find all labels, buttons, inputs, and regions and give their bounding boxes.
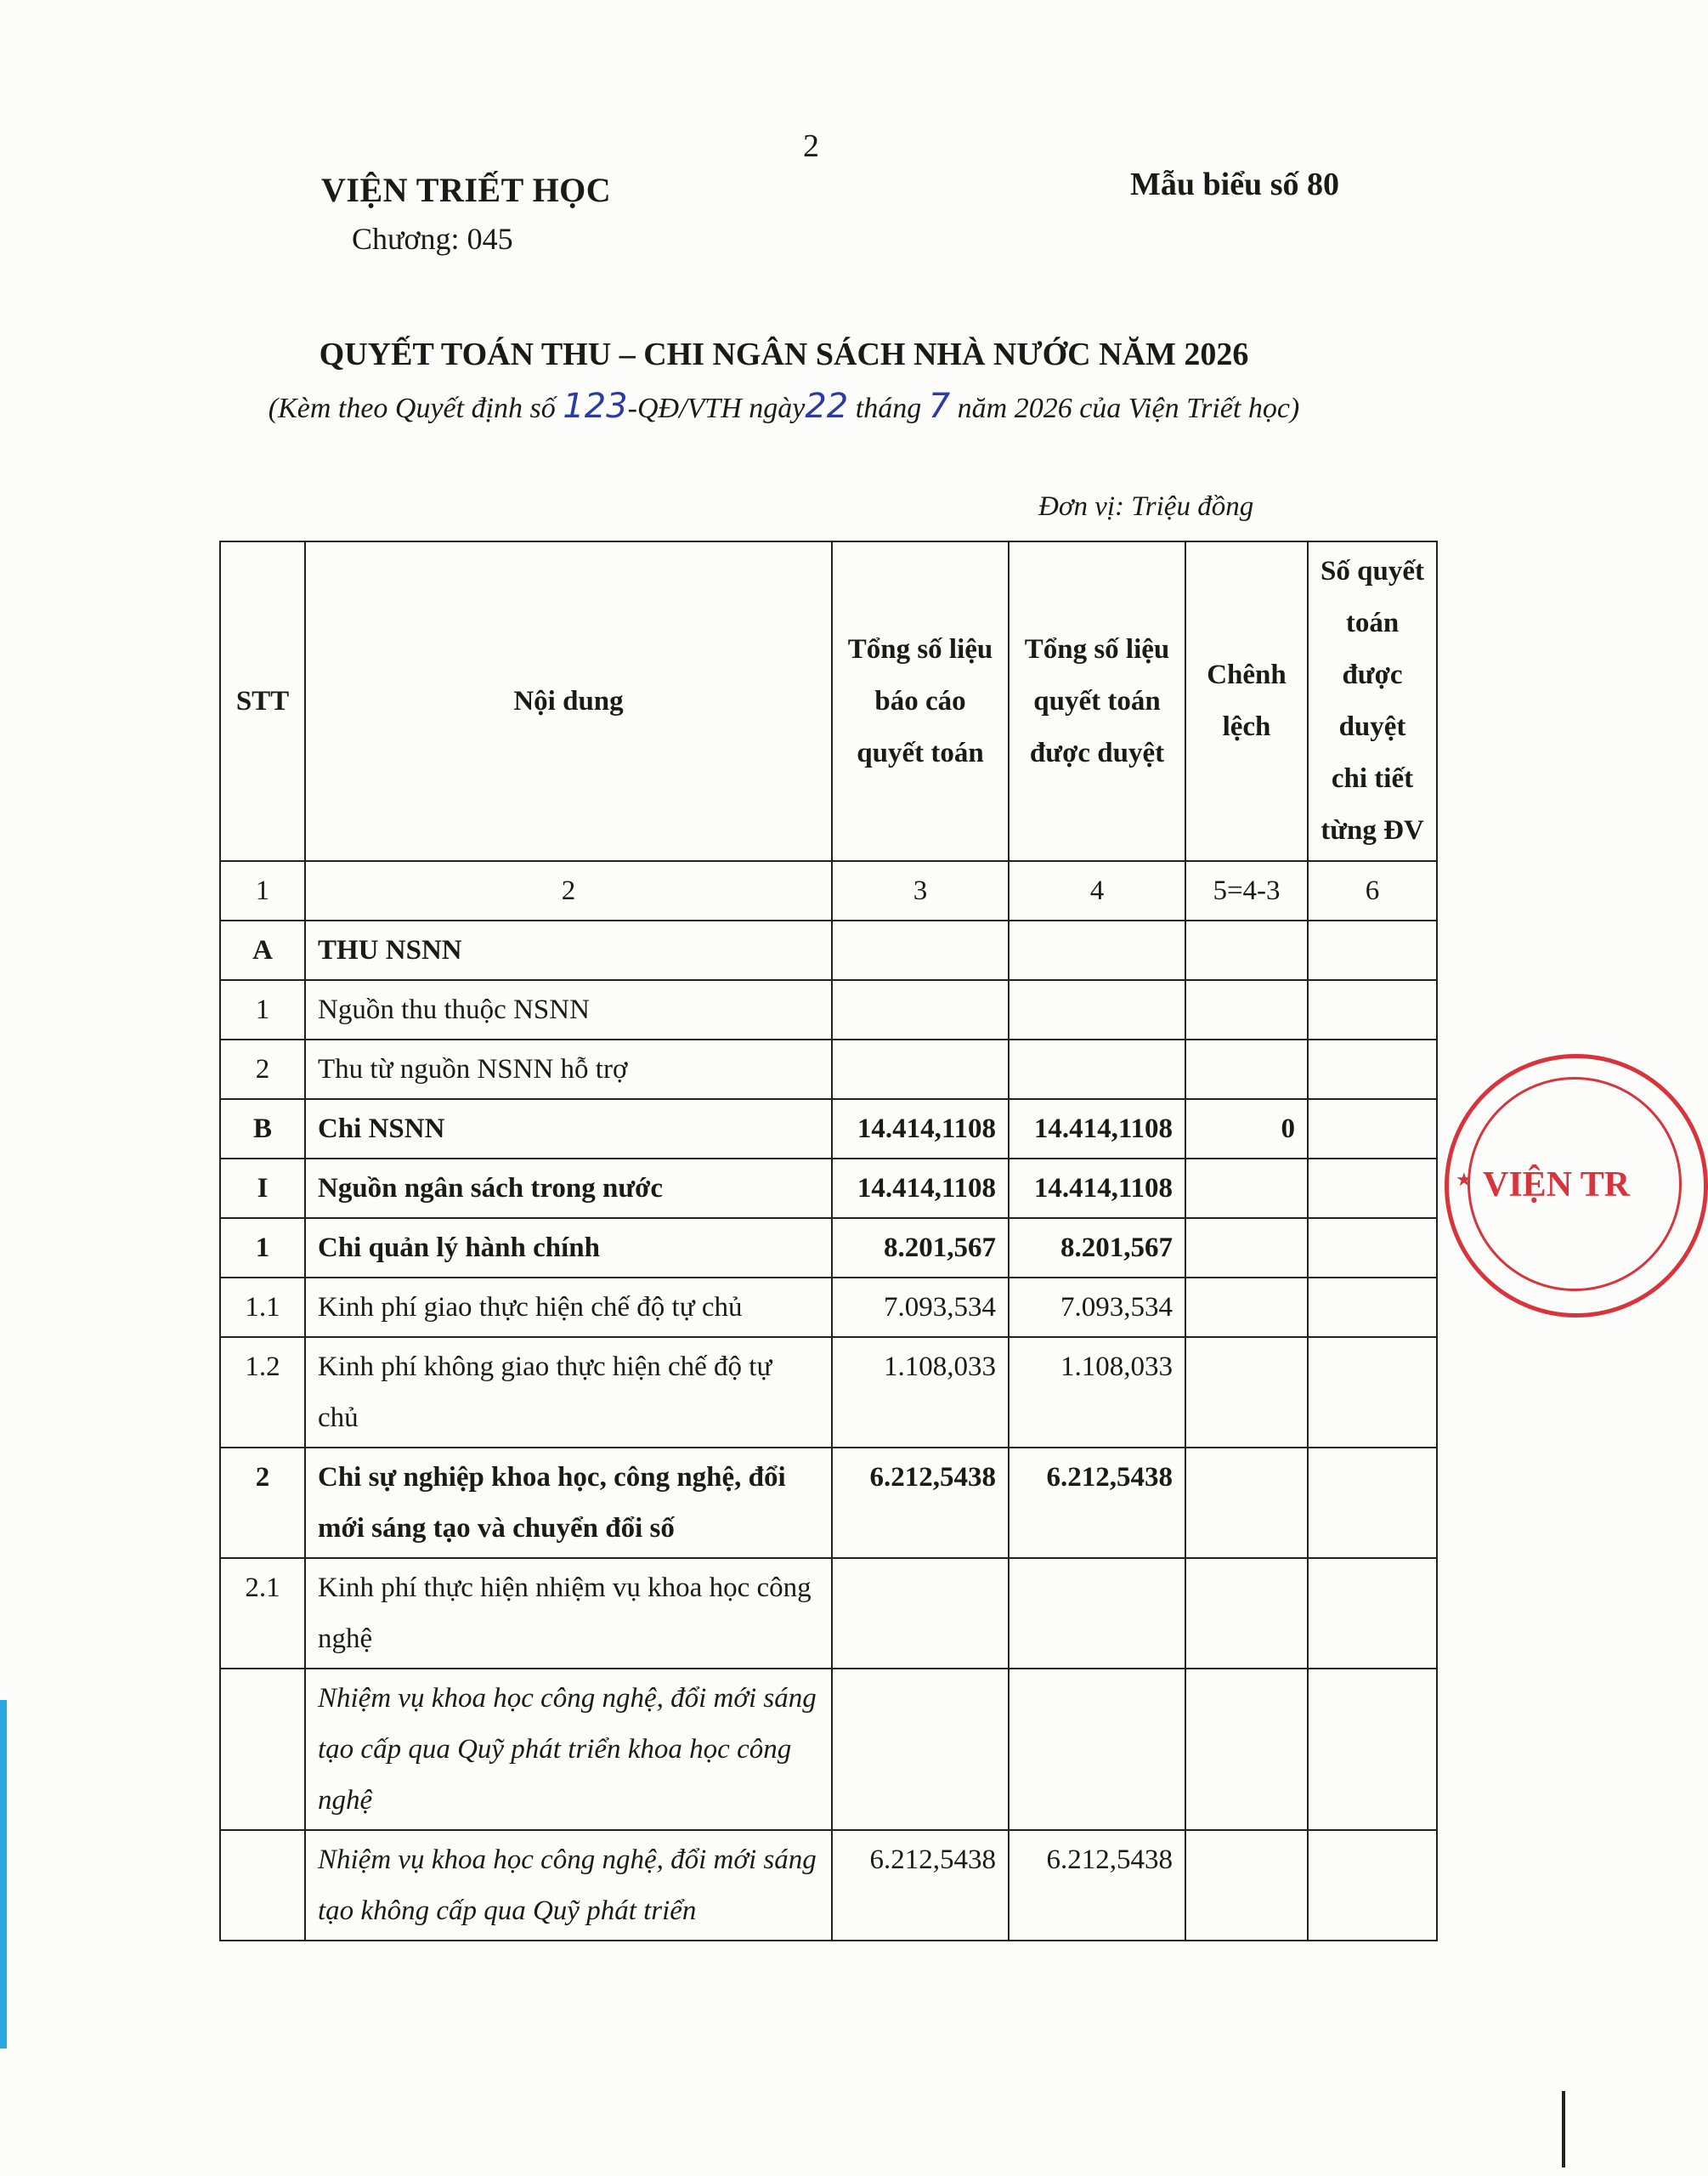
row-detail — [1308, 1040, 1437, 1099]
row-detail — [1308, 1099, 1437, 1159]
row-detail — [1308, 1159, 1437, 1218]
row-difference — [1185, 1218, 1308, 1278]
subtitle-part-2: -QĐ/VTH ngày — [627, 393, 806, 424]
row-detail — [1308, 1218, 1437, 1278]
row-stt: 2 — [220, 1040, 305, 1099]
row-content: Kinh phí không giao thực hiện chế độ tự chủ — [305, 1337, 832, 1448]
star-icon: ★ — [1456, 1169, 1473, 1190]
page-number: 2 — [803, 128, 819, 164]
col-number: 3 — [832, 861, 1009, 921]
row-detail — [1308, 1558, 1437, 1669]
column-number-row — [220, 861, 1437, 921]
table-row — [220, 1218, 1437, 1278]
row-difference: 0 — [1185, 1099, 1308, 1159]
header-detail: Số quyết toán được duyệt chi tiết từng ĐV — [1308, 541, 1437, 861]
row-content: Kinh phí thực hiện nhiệm vụ khoa học công nghệ — [305, 1558, 832, 1669]
row-stt: 1 — [220, 1218, 305, 1278]
row-approved: 6.212,5438 — [1009, 1448, 1185, 1558]
row-stt: 1.2 — [220, 1337, 305, 1448]
row-stt — [220, 1830, 305, 1941]
document-title: QUYẾT TOÁN THU – CHI NGÂN SÁCH NHÀ NƯỚC NĂM 2026 — [319, 337, 1249, 372]
header-difference: Chênh lệch — [1185, 541, 1308, 861]
row-approved: 8.201,567 — [1009, 1218, 1185, 1278]
table-row — [220, 921, 1437, 980]
header-reported: Tổng số liệu báo cáo quyết toán — [832, 541, 1009, 861]
header-approved: Tổng số liệu quyết toán được duyệt — [1009, 541, 1185, 861]
row-content: Chi quản lý hành chính — [305, 1218, 832, 1278]
row-difference — [1185, 1040, 1308, 1099]
col-number: 2 — [305, 861, 832, 921]
row-detail — [1308, 1448, 1437, 1558]
header-stt: STT — [220, 541, 305, 861]
row-approved — [1009, 1669, 1185, 1830]
row-content: Chi NSNN — [305, 1099, 832, 1159]
row-content: Kinh phí giao thực hiện chế độ tự chủ — [305, 1278, 832, 1337]
row-reported — [832, 980, 1009, 1040]
row-content: THU NSNN — [305, 921, 832, 980]
row-difference — [1185, 1669, 1308, 1830]
row-approved: 1.108,033 — [1009, 1337, 1185, 1448]
row-stt — [220, 1669, 305, 1830]
row-content: Nhiệm vụ khoa học công nghệ, đổi mới sáng tạo không cấp qua Quỹ phát triển — [305, 1830, 832, 1941]
scan-edge-mark — [0, 1700, 7, 2048]
row-stt: 1.1 — [220, 1278, 305, 1337]
row-stt: 2 — [220, 1448, 305, 1558]
row-approved: 6.212,5438 — [1009, 1830, 1185, 1941]
row-stt: A — [220, 921, 305, 980]
handwritten-day: 22 — [805, 387, 849, 426]
row-reported: 14.414,1108 — [832, 1159, 1009, 1218]
row-difference — [1185, 1558, 1308, 1669]
row-reported: 7.093,534 — [832, 1278, 1009, 1337]
subtitle-part-3: tháng — [848, 393, 929, 424]
table-row — [220, 1558, 1437, 1669]
row-approved: 7.093,534 — [1009, 1278, 1185, 1337]
row-difference — [1185, 980, 1308, 1040]
document-subtitle — [0, 387, 1568, 426]
row-content: Chi sự nghiệp khoa học, công nghệ, đổi mới sáng tạo và chuyển đổi số — [305, 1448, 832, 1558]
row-difference — [1185, 1830, 1308, 1941]
row-content: Nguồn thu thuộc NSNN — [305, 980, 832, 1040]
row-difference — [1185, 1337, 1308, 1448]
subtitle-part-4: năm 2026 của Viện Triết học) — [950, 393, 1300, 424]
form-number: Mẫu biểu số 80 — [1130, 167, 1339, 202]
col-number: 6 — [1308, 861, 1437, 921]
scan-edge-mark — [1562, 2091, 1565, 2168]
row-approved — [1009, 1558, 1185, 1669]
handwritten-decision-number: 123 — [563, 387, 628, 426]
row-difference — [1185, 1159, 1308, 1218]
row-stt: 2.1 — [220, 1558, 305, 1669]
header-content: Nội dung — [305, 541, 832, 861]
row-stt: B — [220, 1099, 305, 1159]
table-row — [220, 1669, 1437, 1830]
row-approved: 14.414,1108 — [1009, 1099, 1185, 1159]
table-row — [220, 1159, 1437, 1218]
row-difference — [1185, 1278, 1308, 1337]
row-content: Thu từ nguồn NSNN hỗ trợ — [305, 1040, 832, 1099]
row-detail — [1308, 1830, 1437, 1941]
row-reported — [832, 1040, 1009, 1099]
row-reported: 8.201,567 — [832, 1218, 1009, 1278]
col-number: 5=4-3 — [1185, 861, 1308, 921]
row-approved: 14.414,1108 — [1009, 1159, 1185, 1218]
row-reported — [832, 921, 1009, 980]
handwritten-month: 7 — [928, 387, 951, 426]
row-reported: 6.212,5438 — [832, 1830, 1009, 1941]
unit-label: Đơn vị: Triệu đồng — [1038, 491, 1254, 522]
table-row — [220, 1448, 1437, 1558]
table-row — [220, 1830, 1437, 1941]
seal-text: VIỆN TR — [1483, 1165, 1631, 1204]
table-row — [220, 1278, 1437, 1337]
row-reported: 14.414,1108 — [832, 1099, 1009, 1159]
chapter-code: Chương: 045 — [352, 222, 513, 256]
row-stt: I — [220, 1159, 305, 1218]
col-number: 1 — [220, 861, 305, 921]
col-number: 4 — [1009, 861, 1185, 921]
row-reported — [832, 1669, 1009, 1830]
row-stt: 1 — [220, 980, 305, 1040]
row-approved — [1009, 980, 1185, 1040]
row-difference — [1185, 1448, 1308, 1558]
budget-settlement-table — [219, 541, 1438, 1941]
subtitle-part-1: (Kèm theo Quyết định số — [268, 393, 563, 424]
row-reported: 6.212,5438 — [832, 1448, 1009, 1558]
row-approved — [1009, 1040, 1185, 1099]
row-reported: 1.108,033 — [832, 1337, 1009, 1448]
row-detail — [1308, 1278, 1437, 1337]
row-difference — [1185, 921, 1308, 980]
row-content: Nguồn ngân sách trong nước — [305, 1159, 832, 1218]
row-detail — [1308, 1669, 1437, 1830]
row-reported — [832, 1558, 1009, 1669]
row-detail — [1308, 980, 1437, 1040]
row-detail — [1308, 1337, 1437, 1448]
official-seal-stamp — [1445, 1054, 1708, 1318]
table-header-row — [220, 541, 1437, 861]
row-detail — [1308, 921, 1437, 980]
table-row — [220, 1099, 1437, 1159]
row-approved — [1009, 921, 1185, 980]
table-row — [220, 1040, 1437, 1099]
table-row — [220, 980, 1437, 1040]
organization-name: VIỆN TRIẾT HỌC — [321, 171, 612, 209]
row-content: Nhiệm vụ khoa học công nghệ, đổi mới sáng tạo cấp qua Quỹ phát triển khoa học công nghệ — [305, 1669, 832, 1830]
table-row — [220, 1337, 1437, 1448]
